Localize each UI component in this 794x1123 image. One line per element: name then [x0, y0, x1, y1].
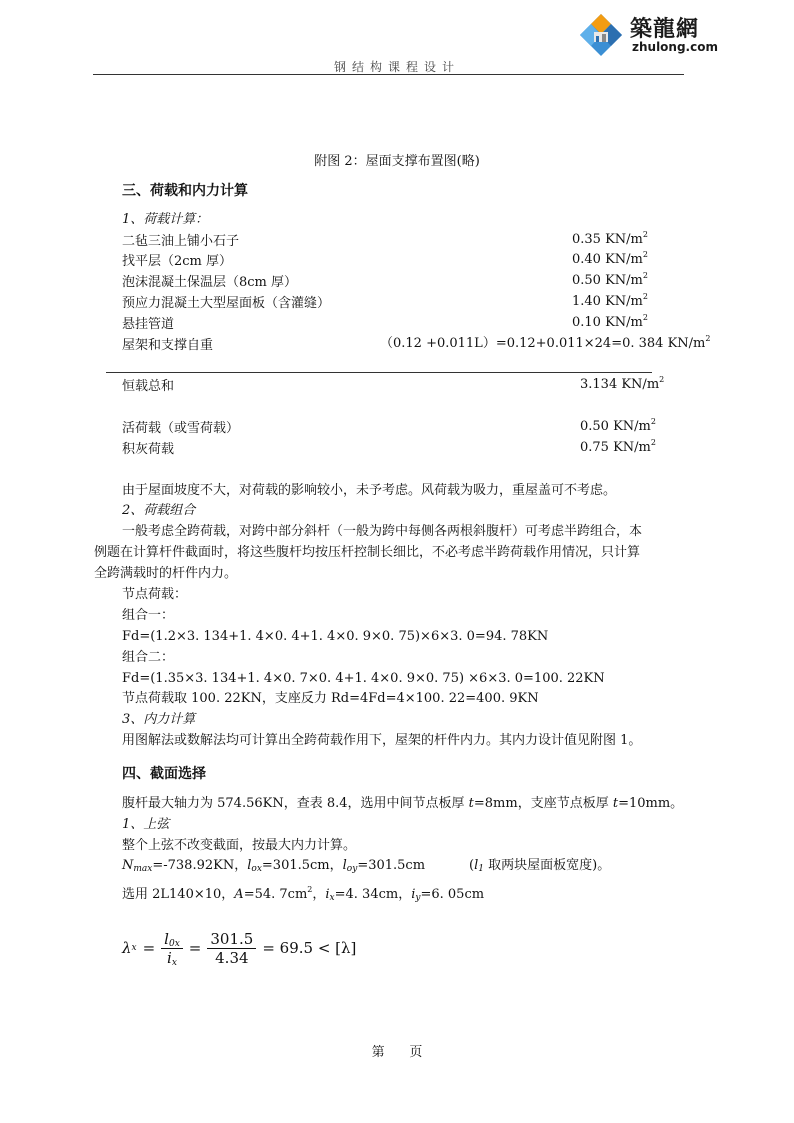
subsection-top-chord: 1、上弦 — [122, 817, 170, 832]
dead-load-total-label: 恒载总和 — [122, 379, 175, 394]
zhulong-logo — [574, 8, 718, 58]
fraction: $\frac{301.5}{4.34}$ — [207, 930, 256, 967]
paragraph: 一般考虑全跨荷载，对跨中部分斜杆（一般为跨中每侧各两根斜腹杆）可考虑半跨组合，本 — [122, 524, 643, 539]
page-footer: 第 页 — [371, 1045, 423, 1060]
paragraph: 全跨满载时的杆件内力。 — [94, 566, 238, 581]
formula: 节点荷载取 100. 22KN，支座反力 Rd=4Fd=4×100. 22=400. 9KN — [122, 691, 539, 706]
load-item-name: 找平层（2cm 厚） — [122, 254, 233, 269]
formula: Fd=(1.35×3. 134+1. 4×0. 7×0. 4+1. 4×0. 9×0. 75) ×6×3. 0=100. 22KN — [122, 671, 605, 686]
live-load-value: 0.75 $KN/m^2$ — [580, 438, 656, 455]
force-length-line: $N_{max}=-738.92KN$，$l_{ox}=301.5cm$，$l_{oy}=301.5cm$ ($l_1$ 取两块屋面板宽度)。 — [122, 858, 611, 874]
section-properties-line: 选用 2L140×10，A=54. $7cm^2$，$i_x=4$. 34cm，$i_y=6$. 05cm — [122, 885, 485, 903]
load-item-value: 0.35 $KN/m^2$ — [572, 230, 648, 247]
subsection-load-combo: 2、荷载组合 — [122, 503, 196, 518]
load-item-name: 二毡三油上铺小石子 — [122, 234, 240, 249]
sum-separator — [106, 372, 652, 373]
fraction: $\frac{l_{0x}}{i_x}$ — [161, 930, 183, 967]
paragraph: 由于屋面坡度不大，对荷载的影响较小，未予考虑。风荷载为吸力，重屋盖可不考虑。 — [122, 483, 617, 498]
logo-chinese-text: 築龍網 — [630, 16, 700, 42]
running-header: 钢结构课程设计 — [333, 60, 460, 74]
paragraph: 例题在计算杆件截面时，将这些腹杆均按压杆控制长细比，不必考虑半跨荷载作用情况，只计算 — [94, 545, 641, 560]
logo-mark-icon — [578, 12, 624, 58]
load-item-value: 0.10 $KN/m^2$ — [572, 313, 648, 330]
load-item-name: 悬挂管道 — [122, 317, 175, 332]
paragraph: 腹杆最大轴力为 574.56KN，查表 8.4，选用中间节点板厚 t=8mm，支座节点板厚 t=10mm。 — [122, 796, 684, 811]
subsection-load-calc: 1、荷载计算： — [122, 212, 209, 227]
load-item-value: 1.40 $KN/m^2$ — [572, 292, 648, 309]
dead-load-total-value: 3.134 $KN/m^2$ — [580, 375, 665, 392]
node-load-label: 节点荷载： — [122, 587, 188, 602]
combo-label: 组合一： — [122, 608, 175, 623]
slenderness-equation: λ x = $\frac{l_{0x}}{i_x}$ = $\frac{301.5}{4.34}$ = 69.5 < [λ] — [122, 929, 357, 968]
load-item-name: 屋架和支撑自重 — [122, 338, 214, 353]
paragraph: 用图解法或数解法均可计算出全跨荷载作用下，屋架的杆件内力。其内力设计值见附图 1。 — [122, 733, 642, 748]
section-4-heading: 四、截面选择 — [122, 766, 206, 782]
load-item-value: 0.50 $KN/m^2$ — [572, 271, 648, 288]
load-item-value: 0.40 $KN/m^2$ — [572, 250, 648, 267]
paragraph: 整个上弦不改变截面，按最大内力计算。 — [122, 838, 357, 853]
load-item-name: 预应力混凝土大型屋面板（含灌缝） — [122, 296, 331, 311]
live-load-value: 0.50 $KN/m^2$ — [580, 417, 656, 434]
logo-url-text: zhulong.com — [632, 40, 718, 54]
section-3-heading: 三、荷载和内力计算 — [122, 183, 248, 199]
header-rule — [93, 74, 684, 75]
load-item-value: （0.12 +0.011L）=0.12+0.011×24=0. 384 $KN/m^2$ — [380, 334, 711, 351]
formula: Fd=(1.2×3. 134+1. 4×0. 4+1. 4×0. 9×0. 75)×6×3. 0=94. 78KN — [122, 629, 549, 644]
live-load-name: 活荷载（或雪荷载） — [122, 421, 240, 436]
combo-label: 组合二： — [122, 650, 175, 665]
live-load-name: 积灰荷载 — [122, 442, 175, 457]
load-item-name: 泡沫混凝土保温层（8cm 厚） — [122, 275, 298, 290]
figure-caption: 附图 2：屋面支撑布置图(略) — [314, 154, 480, 169]
subsection-force-calc: 3、内力计算 — [122, 712, 196, 727]
